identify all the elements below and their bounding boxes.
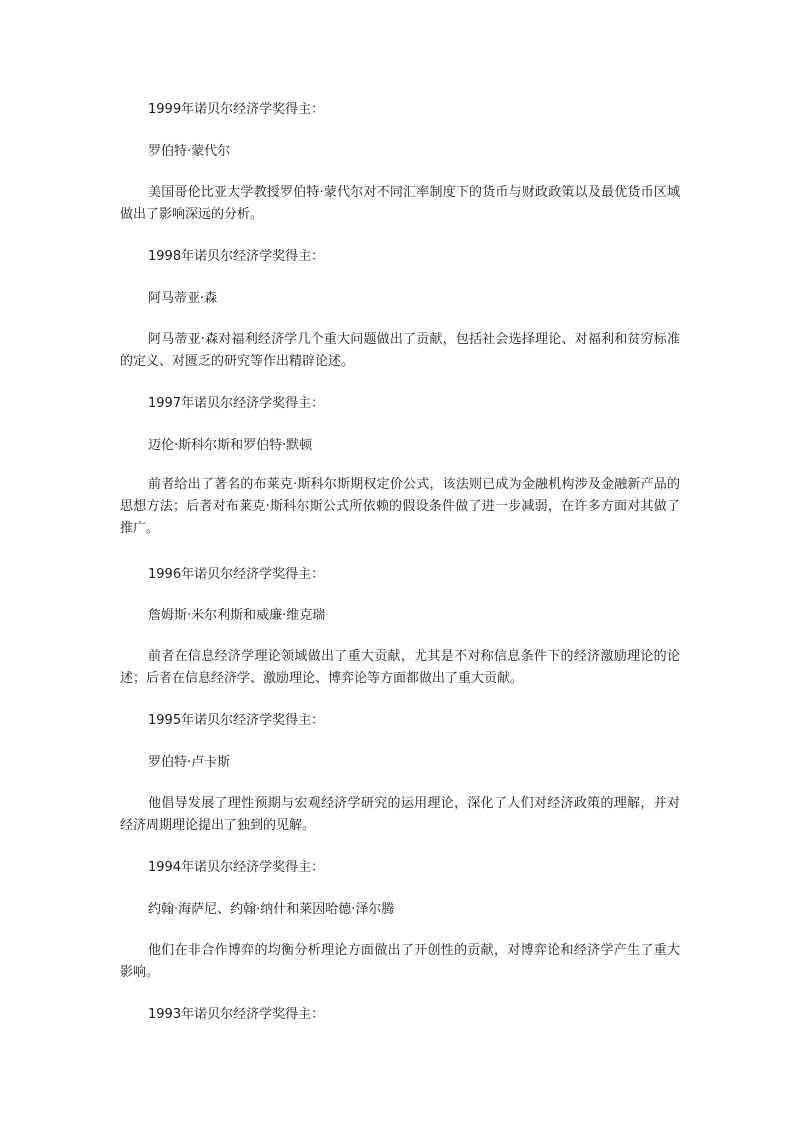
laureate-name: 迈伦·斯科尔斯和罗伯特·默顿 bbox=[148, 438, 313, 453]
award-year-heading: 1998年诺贝尔经济学奖得主： bbox=[148, 249, 325, 264]
laureate-description: 阿马蒂亚·森对福利经济学几个重大问题做出了贡献，包括社会选择理论、对福利和贫穷标准的定义、对匮乏的研究等作出精辟论述。 bbox=[120, 332, 680, 369]
laureate-name: 詹姆斯·米尔利斯和威廉·维克瑞 bbox=[148, 608, 326, 623]
award-year-heading: 1994年诺贝尔经济学奖得主： bbox=[148, 860, 325, 875]
laureate-name: 约翰·海萨尼、约翰·纳什和莱因哈德·泽尔腾 bbox=[148, 902, 395, 917]
laureate-name: 罗伯特·蒙代尔 bbox=[148, 144, 231, 159]
laureate-name: 阿马蒂亚·森 bbox=[148, 291, 218, 306]
laureate-description: 美国哥伦比亚大学教授罗伯特·蒙代尔对不同汇率制度下的货币与财政政策以及最优货币区域做出了影响深远的分析。 bbox=[120, 185, 680, 222]
award-year-heading: 1996年诺贝尔经济学奖得主： bbox=[148, 567, 325, 582]
award-year-heading: 1999年诺贝尔经济学奖得主： bbox=[148, 102, 325, 117]
laureate-description: 他倡导发展了理性预期与宏观经济学研究的运用理论，深化了人们对经济政策的理解，并对经济周期理论提出了独到的见解。 bbox=[120, 796, 680, 833]
laureate-description: 前者在信息经济学理论领域做出了重大贡献，尤其是不对称信息条件下的经济激励理论的论述；后者在信息经济学、激励理论、博弈论等方面都做出了重大贡献。 bbox=[120, 649, 680, 686]
laureate-description: 前者给出了著名的布莱克·斯科尔斯期权定价公式，该法则已成为金融机构涉及金融新产品的思想方法；后者对布莱克·斯科尔斯公式所依赖的假设条件做了进一步减弱，在许多方面对其做了推广。 bbox=[120, 477, 680, 536]
laureate-name: 罗伯特·卢卡斯 bbox=[148, 755, 231, 770]
laureate-description: 他们在非合作博弈的均衡分析理论方面做出了开创性的贡献，对博弈论和经济学产生了重大影响。 bbox=[120, 943, 680, 980]
award-year-heading: 1997年诺贝尔经济学奖得主： bbox=[148, 396, 325, 411]
award-year-heading: 1993年诺贝尔经济学奖得主： bbox=[148, 1007, 325, 1022]
award-year-heading: 1995年诺贝尔经济学奖得主： bbox=[148, 713, 325, 728]
